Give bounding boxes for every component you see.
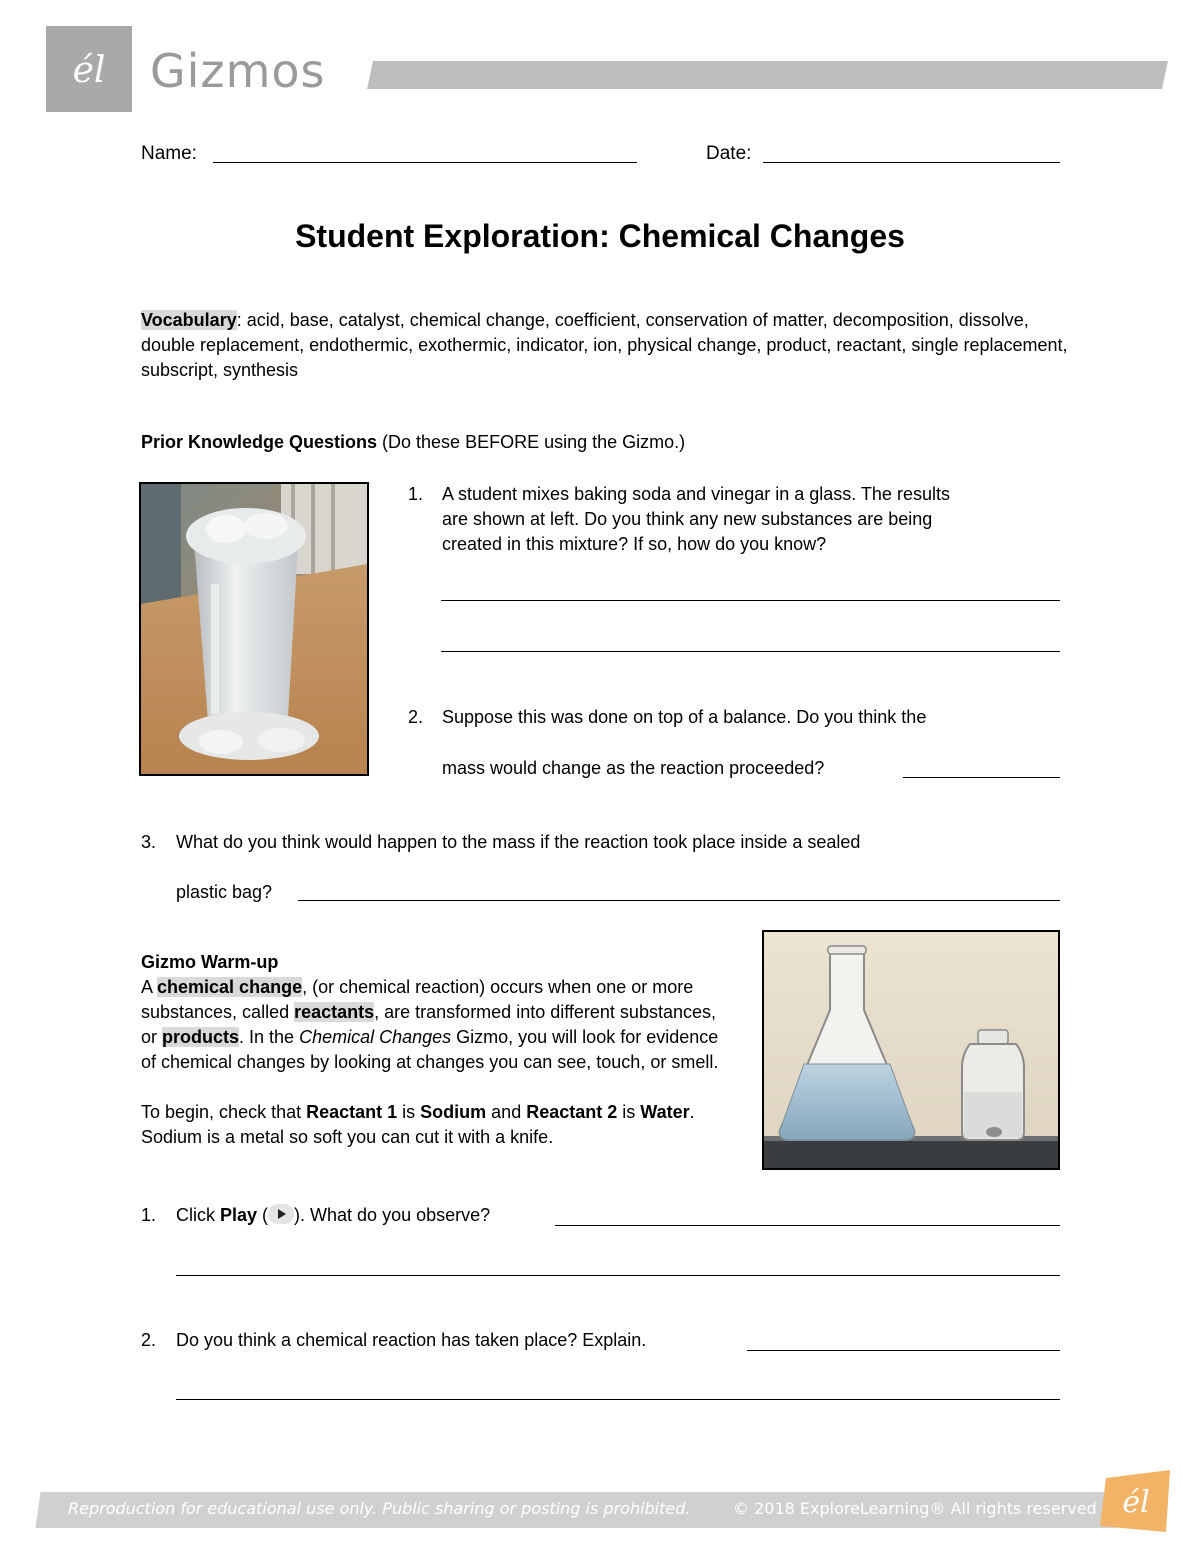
play-icon[interactable] xyxy=(268,1204,294,1224)
prior-heading-text: Prior Knowledge Questions xyxy=(141,432,378,452)
warm-up-question-2 xyxy=(141,1328,646,1353)
svg-text:él: él xyxy=(72,50,106,91)
warm-up-paragraph-1 xyxy=(141,975,731,1075)
term-reactants: reactants xyxy=(294,1002,375,1022)
question-number: 2. xyxy=(408,707,424,727)
text: Gizmo, you will look for evidence of chemical changes by looking at changes you can see, touch, or smell. xyxy=(141,1027,719,1072)
text: To begin, check that xyxy=(141,1102,307,1122)
brand-name: Gizmos xyxy=(150,44,326,98)
question-2-line-2: mass would change as the reaction proceeded? xyxy=(442,758,825,778)
warm-up-paragraph-2 xyxy=(141,1100,741,1150)
text: and xyxy=(486,1102,527,1122)
answer-line-w2a[interactable] xyxy=(747,1330,1060,1351)
term-products: products xyxy=(162,1027,240,1047)
warm-up-question-2-text: Do you think a chemical reaction has taken place? Explain. xyxy=(176,1330,647,1350)
gizmo-name: Chemical Changes xyxy=(299,1027,452,1047)
explorelearning-logo-icon xyxy=(1100,1470,1176,1532)
question-1 xyxy=(408,482,1068,557)
reactant-1-value: Sodium xyxy=(420,1102,487,1122)
foaming-glass-photo xyxy=(139,482,369,776)
question-1-line-1: A student mixes baking soda and vinegar in a glass. The results xyxy=(442,484,950,504)
question-1-line-2: are shown at left. Do you think any new substances are being xyxy=(442,509,933,529)
question-3-line-1: What do you think would happen to the mass if the reaction took place inside a sealed xyxy=(176,832,861,852)
text: , are transformed into different substances, or xyxy=(141,1002,716,1047)
question-number: 2. xyxy=(141,1330,157,1350)
text: is xyxy=(617,1102,641,1122)
vocabulary-text: : acid, base, catalyst, chemical change, coefficient, conservation of matter, decomposition, dissolve, double replacement, endothermic, exothermic, indicator, ion, physical change, product, reactant, single replacement, subscript, synthesis xyxy=(141,310,1068,380)
vocabulary-label: Vocabulary xyxy=(141,310,237,330)
question-1-line-3: created in this mixture? If so, how do you know? xyxy=(442,534,827,554)
date-field[interactable] xyxy=(763,142,1060,163)
answer-line-1a[interactable] xyxy=(441,580,1060,601)
text: ). What do you observe? xyxy=(294,1205,491,1225)
question-number: 1. xyxy=(141,1205,157,1225)
name-field[interactable] xyxy=(213,142,637,163)
date-label: Date: xyxy=(706,143,752,164)
svg-text:él: él xyxy=(1122,1485,1150,1520)
answer-line-w1b[interactable] xyxy=(176,1255,1060,1276)
warm-up-heading: Gizmo Warm-up xyxy=(141,952,279,972)
reactant-2-value: Water xyxy=(640,1102,690,1122)
prior-heading-note: (Do these BEFORE using the Gizmo.) xyxy=(377,432,686,452)
question-2 xyxy=(408,705,1068,730)
text: ( xyxy=(257,1205,269,1225)
answer-line-3[interactable] xyxy=(298,880,1060,901)
question-2-line-1: Suppose this was done on top of a balance. Do you think the xyxy=(442,707,927,727)
question-number: 3. xyxy=(141,832,157,852)
term-chemical-change: chemical change xyxy=(157,977,303,997)
text: is xyxy=(397,1102,421,1122)
gizmos-logo-icon xyxy=(46,26,132,112)
footer-copyright: © 2018 ExploreLearning® All rights reserved xyxy=(733,1499,1097,1518)
answer-line-w2b[interactable] xyxy=(176,1379,1060,1400)
answer-line-2[interactable] xyxy=(903,757,1060,778)
question-3 xyxy=(141,830,1061,855)
prior-knowledge-heading xyxy=(141,432,685,453)
reactant-1-label: Reactant 1 xyxy=(306,1102,398,1122)
answer-line-1b[interactable] xyxy=(441,631,1060,652)
text: Click xyxy=(176,1205,220,1225)
question-number: 1. xyxy=(408,484,424,504)
vocabulary-paragraph xyxy=(141,308,1071,383)
text: A xyxy=(141,977,158,997)
footer-disclaimer: Reproduction for educational use only. Public sharing or posting is prohibited. xyxy=(68,1499,691,1518)
text: , (or chemical reaction) occurs when one or more substances, called xyxy=(141,977,694,1022)
header-bar xyxy=(367,61,1168,89)
text: . In the xyxy=(239,1027,300,1047)
warm-up-section xyxy=(141,950,741,1150)
question-3-line-2: plastic bag? xyxy=(176,882,273,902)
answer-line-w1a[interactable] xyxy=(555,1205,1060,1226)
text: . Sodium is a metal so soft you can cut it with a knife. xyxy=(141,1102,695,1147)
name-label: Name: xyxy=(141,143,197,164)
flask-and-jar-image xyxy=(762,930,1060,1170)
warm-up-question-1 xyxy=(141,1203,490,1228)
page-title: Student Exploration: Chemical Changes xyxy=(295,218,905,254)
reactant-2-label: Reactant 2 xyxy=(526,1102,618,1122)
play-label: Play xyxy=(220,1205,258,1225)
